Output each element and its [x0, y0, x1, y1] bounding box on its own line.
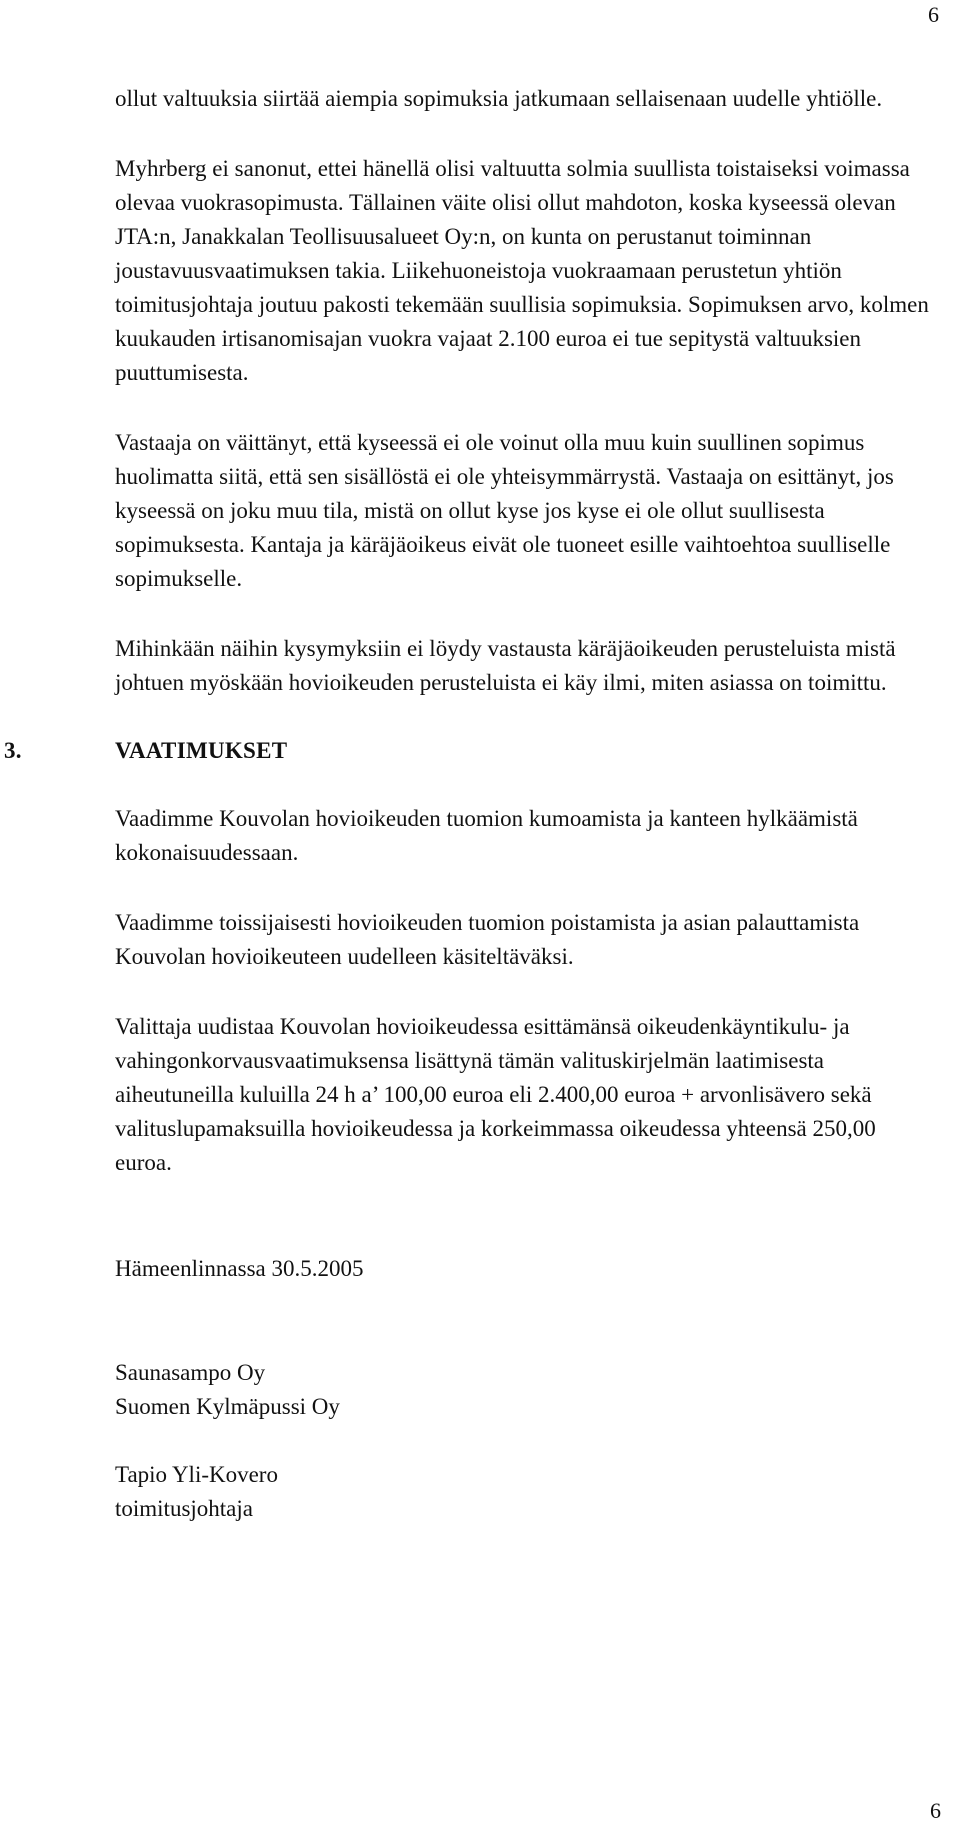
claim-main: Vaadimme Kouvolan hovioikeuden tuomion kumoamista ja kanteen hylkäämistä kokonaisuudessaan. — [115, 806, 858, 865]
company-name: Suomen Kylmäpussi Oy — [115, 1394, 340, 1419]
place-date: Hämeenlinnassa 30.5.2005 — [115, 1256, 364, 1281]
section-heading — [0, 734, 930, 768]
claim-costs: Valittaja uudistaa Kouvolan hovioikeudessa esittämänsä oikeudenkäyntikulu- ja vahingonkorvausvaatimuksensa lisättynä tämän valituskirjelmän laatimisesta aiheutuneilla kuluilla 24 h a’ 100,00 euroa eli 2.400,00 euroa + arvonlisävero sekä valituslupamaksuilla hovioikeudessa ja korkeimmassa oikeudessa yhteensä 250,00 euroa. — [115, 1014, 876, 1175]
signatory-companies — [115, 1356, 930, 1424]
paragraph-myhrberg: Myhrberg ei sanonut, ettei hänellä olisi valtuutta solmia suullista toistaiseksi voimassa olevaa vuokrasopimusta. Tällainen väite olisi ollut mahdoton, koska kyseessä olevan JTA:n, Janakkalan Teollisuusalueet Oy:n, on kunta on perustanut toiminnan joustavuusvaatimuksen takia. Liikehuoneistoja vuokraamaan perustetun yhtiön toimitusjohtaja joutuu pakosti tekemään suullisia sopimuksia. Sopimuksen arvo, kolmen kuukauden irtisanomisajan vuokra vajaat 2.100 euroa ei tue sepitystä valtuuksien puuttumisesta. — [115, 156, 929, 385]
signer-name: Tapio Yli-Kovero — [115, 1462, 278, 1487]
paragraph-perustelut: Mihinkään näihin kysymyksiin ei löydy vastausta käräjäoikeuden perusteluista mistä johtuen myöskään hovioikeuden perusteluista ei käy ilmi, miten asiassa on toimittu. — [115, 636, 896, 695]
signer-block — [115, 1458, 930, 1526]
section-number: 3. — [4, 738, 22, 763]
page-number-bottom: 6 — [930, 1798, 941, 1823]
claim-alternative: Vaadimme toissijaisesti hovioikeuden tuomion poistamista ja asian palauttamista Kouvolan hovioikeuteen uudelleen käsiteltäväksi. — [115, 910, 860, 969]
section-title: VAATIMUKSET — [115, 738, 288, 763]
paragraph-vastaaja: Vastaaja on väittänyt, että kyseessä ei ole voinut olla muu kuin suullinen sopimus huolimatta siitä, että sen sisällöstä ei ole yhteisymmärrystä. Vastaaja on esittänyt, jos kyseessä on joku muu tila, mistä on ollut kyse jos kyse ei ole ollut suullisesta sopimuksesta. Kantaja ja käräjäoikeus eivät ole tuoneet esille vaihtoehtoa suulliselle sopimukselle. — [115, 430, 894, 591]
page-number-top: 6 — [928, 2, 939, 27]
signer-title: toimitusjohtaja — [115, 1496, 253, 1521]
document-body — [4, 82, 930, 1526]
paragraph-continuation: ollut valtuuksia siirtää aiempia sopimuksia jatkumaan sellaisenaan uudelle yhtiölle. — [115, 86, 883, 111]
company-name: Saunasampo Oy — [115, 1360, 266, 1385]
